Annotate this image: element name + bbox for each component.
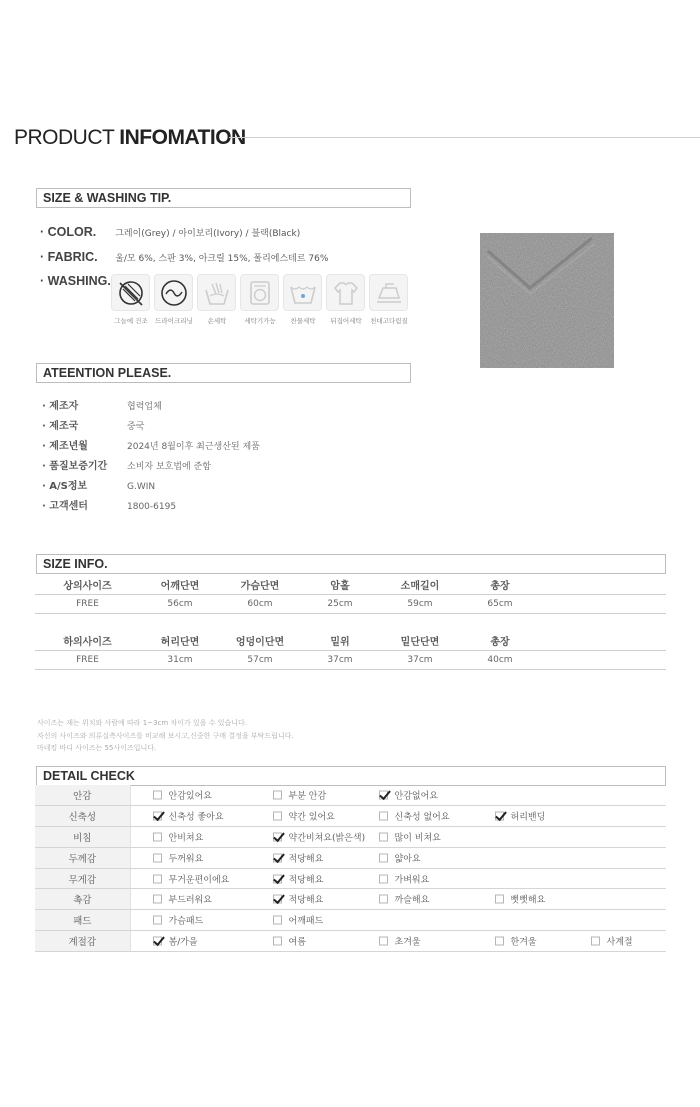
detail-options bbox=[130, 910, 666, 931]
wash-label: 천대고다림질 bbox=[370, 317, 408, 325]
table-row bbox=[35, 594, 666, 613]
attention-value: 중국 bbox=[127, 422, 145, 432]
wash-label: 그늘에 건조 bbox=[114, 317, 148, 325]
attention-label: · A/S정보 bbox=[42, 481, 88, 492]
detail-option bbox=[379, 810, 450, 823]
table-cell: 37cm bbox=[300, 650, 380, 669]
column-header-empty bbox=[540, 632, 666, 650]
detail-row bbox=[35, 868, 666, 889]
section-detail-check: DETAIL CHECK bbox=[36, 766, 666, 786]
detail-check-table bbox=[35, 785, 666, 952]
option-label: 한겨울 bbox=[510, 937, 537, 948]
attention-label: · 제조자 bbox=[42, 401, 79, 412]
attention-row bbox=[42, 417, 144, 432]
detail-option bbox=[153, 789, 212, 802]
checked-checkbox bbox=[495, 812, 504, 821]
attention-value: 협력업체 bbox=[127, 402, 162, 412]
table-cell: 25cm bbox=[300, 594, 380, 613]
attention-row bbox=[42, 497, 176, 512]
detail-option bbox=[153, 810, 224, 823]
option-label: 까슬해요 bbox=[394, 895, 430, 906]
detail-row bbox=[35, 806, 666, 827]
unchecked-checkbox bbox=[379, 936, 388, 945]
option-label: 가슴패드 bbox=[168, 916, 204, 927]
detail-label: 패드 bbox=[35, 910, 130, 931]
detail-option bbox=[591, 934, 633, 947]
checked-checkbox bbox=[153, 812, 162, 821]
machine-wash-icon bbox=[240, 274, 279, 311]
top-size-table bbox=[35, 576, 666, 614]
spec-fabric bbox=[40, 250, 328, 264]
detail-option bbox=[495, 934, 537, 947]
attention-row bbox=[42, 437, 260, 452]
color-value: 그레이(Grey) / 아이보리(Ivory) / 블랙(Black) bbox=[115, 229, 301, 239]
table-cell: 40cm bbox=[460, 650, 540, 669]
wash-label: 손세탁 bbox=[207, 317, 227, 325]
option-label: 신축성 없어요 bbox=[394, 812, 450, 823]
wash-item bbox=[154, 274, 194, 325]
option-label: 봄/가을 bbox=[168, 937, 198, 948]
unchecked-checkbox bbox=[153, 916, 162, 925]
hand-wash-icon bbox=[197, 274, 236, 311]
wash-item bbox=[283, 274, 323, 325]
option-label: 가벼워요 bbox=[394, 875, 430, 886]
attention-value: 2024년 8월이후 최근생산된 제품 bbox=[127, 442, 260, 452]
size-note: 마네킹 바디 사이즈는 55사이즈입니다. bbox=[37, 744, 157, 752]
spec-color bbox=[40, 225, 300, 239]
table-header-row bbox=[35, 576, 666, 594]
cold-wash-icon bbox=[283, 274, 322, 311]
unchecked-checkbox bbox=[273, 812, 282, 821]
unchecked-checkbox bbox=[273, 936, 282, 945]
iron-cloth-icon bbox=[369, 274, 408, 311]
detail-label: 두께감 bbox=[35, 847, 130, 868]
option-label: 초겨울 bbox=[394, 937, 421, 948]
column-header: 허리단면 bbox=[140, 632, 220, 650]
option-label: 사계절 bbox=[606, 937, 633, 948]
option-label: 여름 bbox=[288, 937, 306, 948]
title-divider bbox=[229, 137, 700, 138]
option-label: 적당해요 bbox=[288, 854, 324, 865]
option-label: 허리밴딩 bbox=[510, 812, 546, 823]
detail-option bbox=[495, 893, 546, 906]
detail-row bbox=[35, 847, 666, 868]
detail-label: 비침 bbox=[35, 827, 130, 848]
wash-item bbox=[326, 274, 366, 325]
table-header-row bbox=[35, 632, 666, 650]
detail-options bbox=[130, 785, 666, 806]
checked-checkbox bbox=[273, 853, 282, 862]
column-header: 암홀 bbox=[300, 576, 380, 594]
table-row bbox=[35, 650, 666, 669]
wash-label: 찬물세탁 bbox=[290, 317, 316, 325]
attention-value: 1800-6195 bbox=[127, 502, 177, 512]
column-header: 하의사이즈 bbox=[35, 632, 140, 650]
attention-label: · 제조국 bbox=[42, 421, 79, 432]
detail-options bbox=[130, 827, 666, 848]
detail-options bbox=[130, 868, 666, 889]
checked-checkbox bbox=[153, 936, 162, 945]
detail-row bbox=[35, 827, 666, 848]
column-header: 총장 bbox=[460, 576, 540, 594]
column-header: 밑단단면 bbox=[380, 632, 460, 650]
attention-label: · 제조년월 bbox=[42, 441, 88, 452]
attention-row bbox=[42, 397, 162, 412]
checked-checkbox bbox=[379, 791, 388, 800]
detail-row bbox=[35, 785, 666, 806]
detail-option bbox=[379, 851, 421, 864]
checked-checkbox bbox=[273, 895, 282, 904]
attention-value: 소비자 보호법에 준함 bbox=[127, 462, 211, 472]
detail-option bbox=[153, 830, 204, 843]
unchecked-checkbox bbox=[153, 791, 162, 800]
table-cell: 60cm bbox=[220, 594, 300, 613]
detail-label: 신축성 bbox=[35, 806, 130, 827]
section-attention: ATEENTION PLEASE. bbox=[36, 363, 411, 383]
detail-row bbox=[35, 910, 666, 931]
option-label: 무거운편이에요 bbox=[168, 875, 230, 886]
detail-option bbox=[379, 934, 421, 947]
detail-option bbox=[273, 830, 366, 843]
option-label: 두꺼워요 bbox=[168, 854, 204, 865]
detail-options bbox=[130, 806, 666, 827]
option-label: 뻣뻣해요 bbox=[510, 895, 546, 906]
detail-options bbox=[130, 889, 666, 910]
detail-option bbox=[273, 872, 324, 885]
detail-row bbox=[35, 889, 666, 910]
detail-label: 안감 bbox=[35, 785, 130, 806]
option-label: 많이 비쳐요 bbox=[394, 833, 441, 844]
detail-label: 계절감 bbox=[35, 931, 130, 952]
wash-item bbox=[111, 274, 151, 325]
column-header-empty bbox=[540, 576, 666, 594]
option-label: 부드러워요 bbox=[168, 895, 212, 906]
option-label: 적당해요 bbox=[288, 895, 324, 906]
attention-label: · 품질보증기간 bbox=[42, 461, 108, 472]
table-cell: 56cm bbox=[140, 594, 220, 613]
dry-clean-icon bbox=[154, 274, 193, 311]
detail-label: 촉감 bbox=[35, 889, 130, 910]
wash-item bbox=[240, 274, 280, 325]
section-size-info: SIZE INFO. bbox=[36, 554, 666, 574]
size-note: 자신의 사이즈와 의류실측사이즈를 비교해 보시고,신중한 구매 결정을 부탁드립니다. bbox=[37, 732, 294, 740]
attention-row bbox=[42, 457, 211, 472]
checked-checkbox bbox=[273, 832, 282, 841]
option-label: 신축성 좋아요 bbox=[168, 812, 224, 823]
table-cell: 31cm bbox=[140, 650, 220, 669]
column-header: 어깨단면 bbox=[140, 576, 220, 594]
table-cell: 37cm bbox=[380, 650, 460, 669]
detail-option bbox=[153, 934, 198, 947]
checked-checkbox bbox=[273, 874, 282, 883]
detail-option bbox=[273, 851, 324, 864]
wash-item bbox=[197, 274, 237, 325]
wash-item bbox=[369, 274, 409, 325]
unchecked-checkbox bbox=[379, 895, 388, 904]
detail-option bbox=[495, 810, 546, 823]
table-cell: 59cm bbox=[380, 594, 460, 613]
attention-value: G.WIN bbox=[127, 482, 156, 492]
unchecked-checkbox bbox=[273, 916, 282, 925]
table-cell: FREE bbox=[35, 650, 140, 669]
detail-option bbox=[273, 914, 324, 927]
detail-option bbox=[153, 872, 230, 885]
unchecked-checkbox bbox=[153, 832, 162, 841]
inside-out-icon bbox=[326, 274, 365, 311]
washing-label: · WASHING. bbox=[40, 274, 111, 288]
detail-option bbox=[379, 789, 438, 802]
washing-icons bbox=[111, 274, 411, 334]
column-header: 상의사이즈 bbox=[35, 576, 140, 594]
detail-option bbox=[273, 810, 335, 823]
spec-washing bbox=[40, 274, 112, 288]
option-label: 안감있어요 bbox=[168, 791, 212, 802]
table-cell-empty bbox=[540, 594, 666, 613]
wash-label: 드라이크리닝 bbox=[155, 317, 193, 325]
wash-label: 세탁기가능 bbox=[244, 317, 276, 325]
bottom-size-table bbox=[35, 632, 666, 670]
section-size-washing: SIZE & WASHING TIP. bbox=[36, 188, 411, 208]
attention-label: · 고객센터 bbox=[42, 501, 88, 512]
attention-row bbox=[42, 477, 155, 492]
detail-options bbox=[130, 847, 666, 868]
detail-option bbox=[379, 830, 441, 843]
column-header: 엉덩이단면 bbox=[220, 632, 300, 650]
unchecked-checkbox bbox=[591, 936, 600, 945]
option-label: 안비쳐요 bbox=[168, 833, 204, 844]
fabric-value: 울/모 6%, 스판 3%, 아크릴 15%, 폴리에스테르 76% bbox=[115, 254, 329, 264]
option-label: 적당해요 bbox=[288, 875, 324, 886]
unchecked-checkbox bbox=[379, 853, 388, 862]
option-label: 부분 안감 bbox=[288, 791, 327, 802]
detail-option bbox=[273, 934, 306, 947]
column-header: 밑위 bbox=[300, 632, 380, 650]
column-header: 소매길이 bbox=[380, 576, 460, 594]
unchecked-checkbox bbox=[495, 895, 504, 904]
detail-option bbox=[153, 851, 204, 864]
unchecked-checkbox bbox=[495, 936, 504, 945]
detail-label: 무게감 bbox=[35, 868, 130, 889]
table-cell-empty bbox=[540, 650, 666, 669]
detail-row bbox=[35, 931, 666, 952]
column-header: 가슴단면 bbox=[220, 576, 300, 594]
detail-option bbox=[153, 914, 204, 927]
unchecked-checkbox bbox=[153, 895, 162, 904]
unchecked-checkbox bbox=[153, 853, 162, 862]
fabric-label: · FABRIC. bbox=[40, 250, 98, 264]
option-label: 어깨패드 bbox=[288, 916, 324, 927]
color-label: · COLOR. bbox=[40, 225, 97, 239]
column-header: 총장 bbox=[460, 632, 540, 650]
unchecked-checkbox bbox=[379, 874, 388, 883]
size-note: 사이즈는 재는 위치와 사람에 따라 1~3cm 차이가 있을 수 있습니다. bbox=[37, 719, 247, 727]
fabric-swatch bbox=[480, 233, 614, 368]
detail-options bbox=[130, 931, 666, 952]
wash-label: 뒤집어세탁 bbox=[330, 317, 362, 325]
unchecked-checkbox bbox=[379, 812, 388, 821]
option-label: 안감없어요 bbox=[394, 791, 438, 802]
table-cell: 57cm bbox=[220, 650, 300, 669]
option-label: 얇아요 bbox=[394, 854, 421, 865]
table-cell: FREE bbox=[35, 594, 140, 613]
unchecked-checkbox bbox=[273, 791, 282, 800]
unchecked-checkbox bbox=[153, 874, 162, 883]
page-title: PRODUCT INFOMATION bbox=[14, 126, 246, 149]
detail-option bbox=[379, 872, 430, 885]
hand-dry-icon bbox=[111, 274, 150, 311]
option-label: 약간 있어요 bbox=[288, 812, 335, 823]
unchecked-checkbox bbox=[379, 832, 388, 841]
detail-option bbox=[379, 893, 430, 906]
detail-option bbox=[273, 789, 327, 802]
table-cell: 65cm bbox=[460, 594, 540, 613]
detail-option bbox=[273, 893, 324, 906]
option-label: 약간비쳐요(밝은색) bbox=[288, 833, 366, 844]
detail-option bbox=[153, 893, 212, 906]
